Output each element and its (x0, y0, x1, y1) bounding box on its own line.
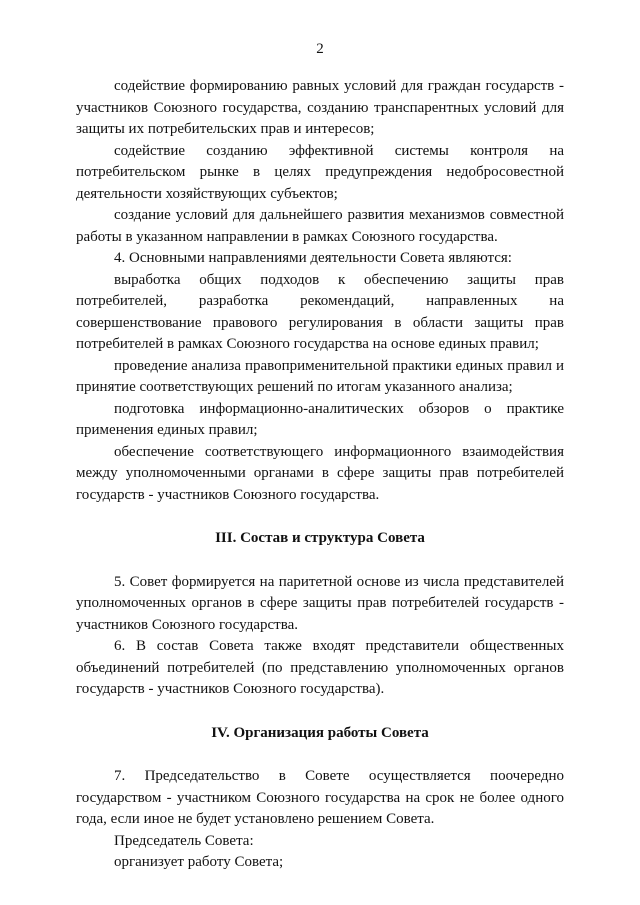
paragraph-goal-control-system: содействие созданию эффективной системы контроля на потребительском рынке в целях предупреждения недобросовестной деятельности хозяйствующих субъектов; (76, 142, 564, 202)
paragraph-item-7: 7. Председательство в Совете осуществляется поочередно государством - участником Союзного государства на срок не более одного года, если иное не будет установлено решением Совета. (76, 768, 564, 827)
paragraph-direction-approaches: выработка общих подходов к обеспечению защиты прав потребителей, разработка рекомендаций, направленных на совершенствование правового регулирования в области защиты прав потребителей в рамках Союзного государства на основе единых правил; (76, 271, 564, 352)
document-body (76, 76, 564, 874)
paragraph-chair-duty: организует работу Совета; (114, 854, 284, 870)
paragraph-goal-joint-work: создание условий для дальнейшего развития механизмов совместной работы в указанном направлении в рамках Союзного государства. (76, 207, 564, 245)
paragraph-item-6: 6. В состав Совета также входят представители общественных объединений потребителей (по представлению уполномоченных органов государств - участников Союзного государства). (76, 638, 564, 697)
section-4-heading: IV. Организация работы Совета (211, 724, 429, 741)
paragraph-chair-title: Председатель Совета: (114, 832, 254, 849)
paragraph-direction-interaction: обеспечение соответствующего информационного взаимодействия между уполномоченными органами в сфере защиты прав потребителей государств - участников Союзного государства. (76, 443, 564, 503)
paragraph-direction-analysis: проведение анализа правоприменительной практики единых правил и принятие соответствующих решений по итогам указанного анализа; (76, 357, 564, 395)
paragraph-item-4: 4. Основными направлениями деятельности Совета являются: (114, 250, 512, 266)
paragraph-item-5: 5. Совет формируется на паритетной основе из числа представителей уполномоченных органов в сфере защиты прав потребителей государств - участников Союзного государства. (76, 573, 564, 633)
section-3-heading: III. Состав и структура Совета (215, 530, 425, 546)
paragraph-goal-equal-conditions: содействие формированию равных условий для граждан государств - участников Союзного государства, созданию транспарентных условий для защиты их потребительских прав и интересов; (76, 78, 564, 137)
page-number: 2 (316, 41, 324, 57)
paragraph-direction-reviews: подготовка информационно-аналитических обзоров о практике применения единых правил; (76, 400, 564, 438)
